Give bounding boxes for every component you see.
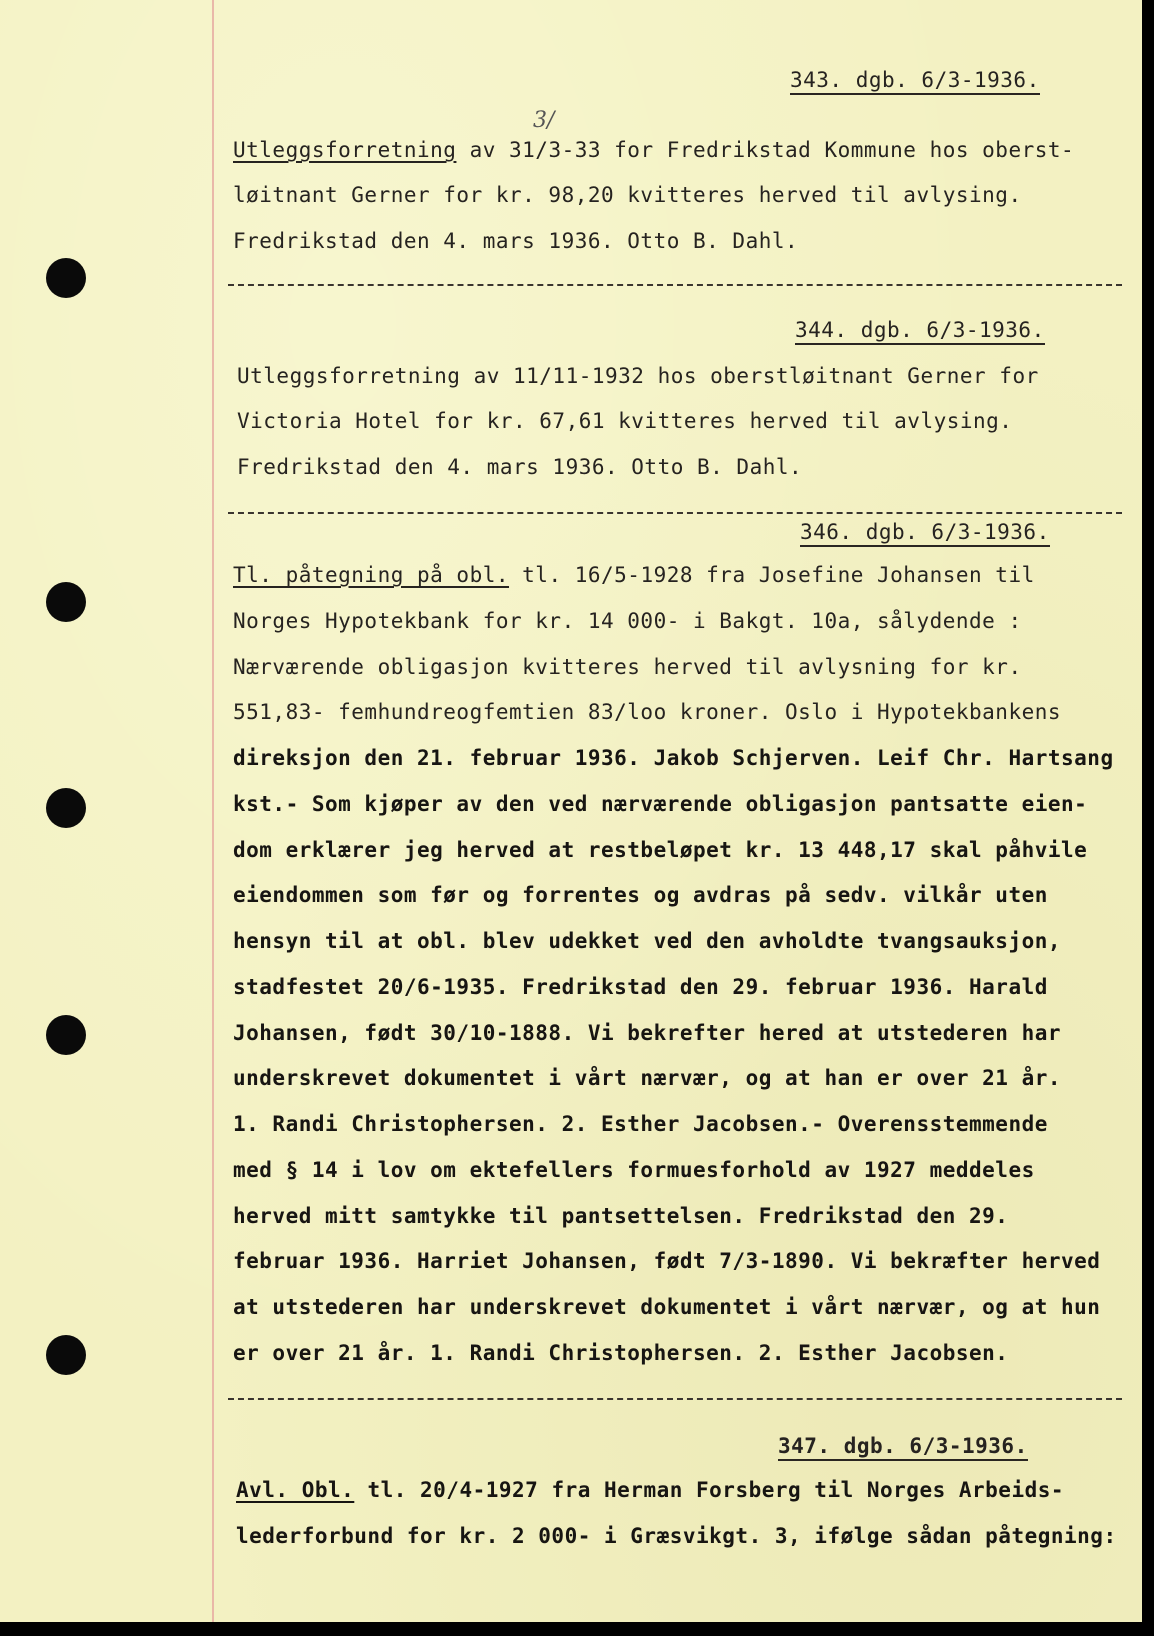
text-line: Johansen, født 30/10-1888. Vi bekrefter hered at utstederen har (233, 1021, 1062, 1045)
entry-lead: Avl. Obl. (236, 1478, 355, 1502)
text-line: Norges Hypotekbank for kr. 14 000- i Bakgt. 10a, sålydende : (233, 609, 1022, 633)
text-line: 551,83- femhundreogfemtien 83/loo kroner. Oslo i Hypotekbankens (233, 700, 1062, 724)
text-line: Fredrikstad den 4. mars 1936. Otto B. Dahl. (237, 455, 803, 479)
text-line: direksjon den 21. februar 1936. Jakob Schjerven. Leif Chr. Hartsang (233, 746, 1114, 770)
text-line: underskrevet dokumentet i vårt nærvær, og at han er over 21 år. (233, 1066, 1062, 1090)
text-line: Tl. påtegning på obl. tl. 16/5-1928 fra Josefine Johansen til (233, 563, 1035, 587)
text-line: februar 1936. Harriet Johansen, født 7/3-1890. Vi bekræfter herved (233, 1249, 1101, 1273)
punch-hole (46, 258, 86, 298)
entry-heading: 347. dgb. 6/3-1936. (778, 1434, 1028, 1461)
separator-rule (228, 284, 1122, 286)
text-line: Victoria Hotel for kr. 67,61 kvitteres herved til avlysing. (237, 409, 1013, 433)
punch-hole (46, 1335, 86, 1375)
text-line: Fredrikstad den 4. mars 1936. Otto B. Dahl. (233, 229, 799, 253)
text-line: med § 14 i lov om ektefellers formuesforhold av 1927 meddeles (233, 1158, 1035, 1182)
text-line: lederforbund for kr. 2 000- i Græsvikgt. 3, ifølge sådan påtegning: (236, 1524, 1117, 1548)
text-line: eiendommen som før og forrentes og avdras på sedv. vilkår uten (233, 883, 1048, 907)
entry-lead: Tl. påtegning på obl. (233, 563, 510, 587)
text-line: dom erklærer jeg herved at restbeløpet kr. 13 448,17 skal påhvile (233, 838, 1088, 862)
text-line: er over 21 år. 1. Randi Christophersen. 2. Esther Jacobsen. (233, 1341, 1009, 1365)
entry-lead: Utleggsforretning (233, 138, 457, 162)
punch-hole (46, 788, 86, 828)
text-line: stadfestet 20/6-1935. Fredrikstad den 29. februar 1936. Harald (233, 975, 1048, 999)
punch-hole (46, 1015, 86, 1055)
text-line: løitnant Gerner for kr. 98,20 kvitteres herved til avlysing. (233, 183, 1022, 207)
text-line: 1. Randi Christophersen. 2. Esther Jacobsen.- Overensstemmende (233, 1112, 1048, 1136)
entry-heading: 344. dgb. 6/3-1936. (795, 318, 1045, 345)
entry-heading: 346. dgb. 6/3-1936. (800, 520, 1050, 547)
text-line: Utleggsforretning av 11/11-1932 hos oberstløitnant Gerner for (237, 364, 1039, 388)
text-line: herved mitt samtykke til pantsettelsen. Fredrikstad den 29. (233, 1204, 1009, 1228)
punch-hole (46, 582, 86, 622)
text-line: Utleggsforretning av 31/3-33 for Fredrikstad Kommune hos oberst- (233, 138, 1075, 162)
text-line: hensyn til at obl. blev udekket ved den avholdte tvangsauksjon, (233, 929, 1062, 953)
text-line: Avl. Obl. tl. 20/4-1927 fra Herman Forsberg til Norges Arbeids- (236, 1478, 1065, 1502)
separator-rule (228, 512, 1122, 514)
margin-line (212, 0, 214, 1622)
separator-rule (228, 1398, 1122, 1400)
text-line: kst.- Som kjøper av den ved nærværende obligasjon pantsatte eien- (233, 792, 1088, 816)
entry-heading: 343. dgb. 6/3-1936. (790, 68, 1040, 95)
text-line: at utstederen har underskrevet dokumentet i vårt nærvær, og at hun (233, 1295, 1101, 1319)
handwritten-correction: 3/ (533, 108, 555, 133)
text-line: Nærværende obligasjon kvitteres herved til avlysning for kr. (233, 655, 1022, 679)
